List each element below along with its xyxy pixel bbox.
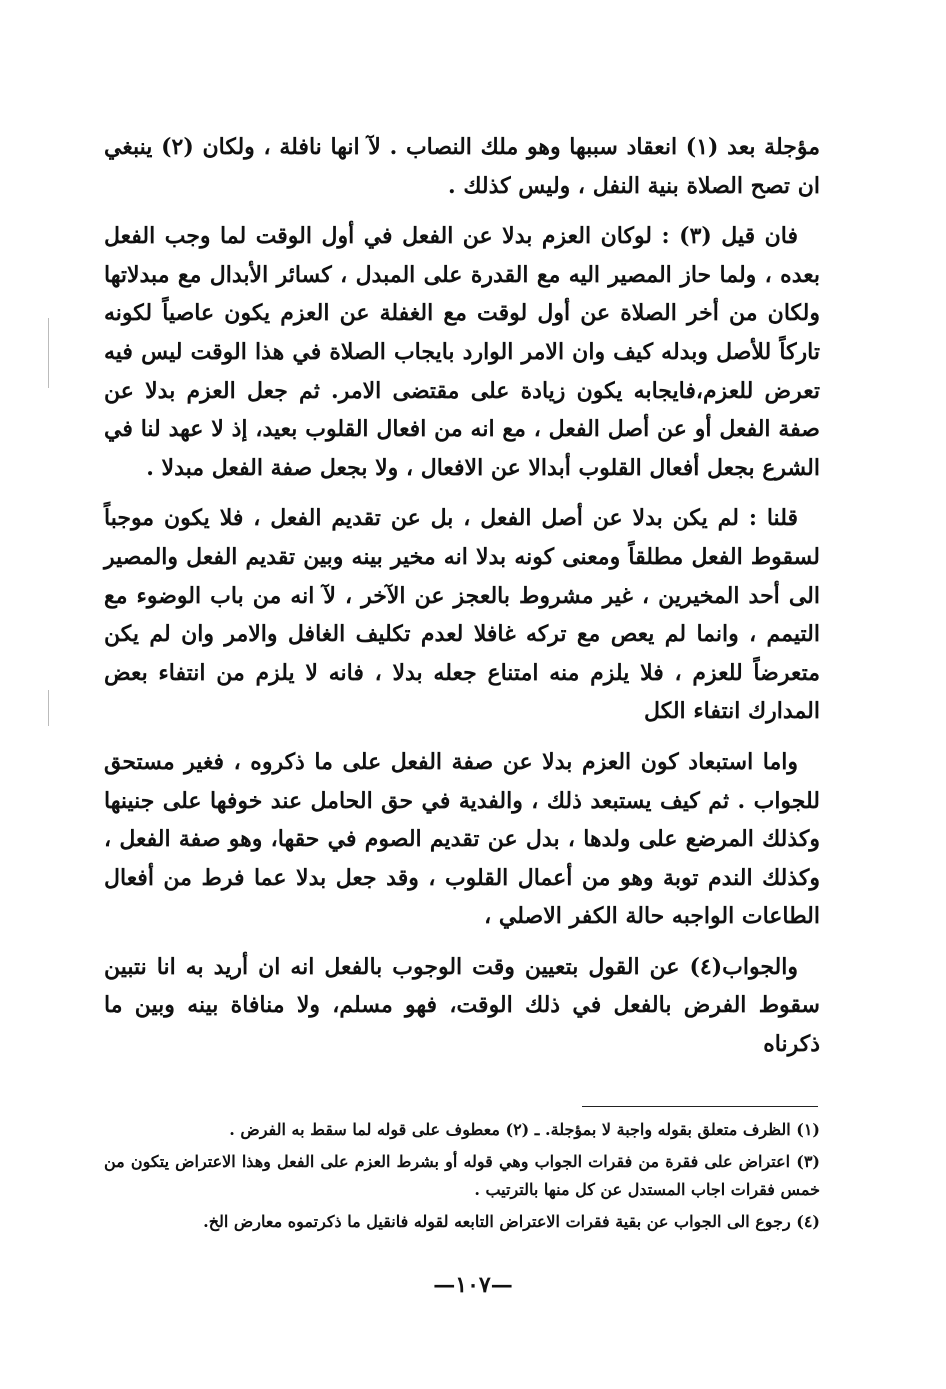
footnote-separator xyxy=(582,1106,818,1107)
page-number: —١٠٧— xyxy=(433,1272,513,1298)
paragraph: فان قيل (٣) : لوكان العزم بدلا عن الفعل في أول الوقت لما وجب الفعل بعده ، ولما حاز المصير اليه مع القدرة على المبدل ، كسائر الأبدال مع مبدلاتها ولكان من أخر الصلاة عن أول لوقت مع الغفلة عن العزم يكون عاصياً لكونه تاركاً للأصل وبدله كيف وان الامر الوارد بايجاب الصلاة في هذا الوقت ليس فيه تعرض للعزم،فايجابه يكون زيادة على مقتضى الامر. ثم جعل العزم بدلا عن صفة الفعل أو عن أصل الفعل ، مع انه من افعال القلوب بعيد، إذ لا عهد لنا في الشرع بجعل أفعال القلوب أبدالا عن الافعال ، ولا بجعل صفة الفعل مبدلا . xyxy=(104,223,820,481)
scan-margin-mark xyxy=(48,690,49,726)
footnote: (٤) رجوع الى الجواب عن بقية فقرات الاعتراض التابعه لقوله فانقيل ما ذكرتموه معارض الخ. xyxy=(203,1212,820,1231)
paragraph: مؤجلة بعد (١) انعقاد سببها وهو ملك النصاب . لآ انها نافلة ، ولكان (٢) ينبغي ان تصح الصلاة بنية النفل ، وليس كذلك . xyxy=(104,134,821,199)
paragraph: قلنا : لم يكن بدلا عن أصل الفعل ، بل عن تقديم الفعل ، فلا يكون موجباً لسقوط الفعل مطلقاً ومعنى كونه بدلا انه مخير بينه وبين تقديم الفعل والمصير الى أحد المخيرين ، غير مشروط بالعجز عن الآخر ، لآ انه من باب الوضوء مع التيمم ، وانما لم يعص مع تركه غافلا لعدم تكليف الغافل والامر وان لم يكن متعرضاً للعزم ، فلا يلزم منه امتناع جعله بدلا ، فانه لا يلزم من انتفاء بعض المدارك انتفاء الكل xyxy=(104,505,820,725)
footnote: (٣) اعتراض على فقرة من فقرات الجواب وهي قوله أو بشرط العزم على الفعل وهذا الاعتراض يتكون من خمس فقرات اجاب المستدل عن كل منها بالترتيب . xyxy=(104,1152,820,1199)
body-text xyxy=(104,128,820,1076)
footnote: (١) الظرف متعلق بقوله واجبة لا بمؤجلة. ـ (٢) معطوف على قوله لما سقط به الفرض . xyxy=(229,1120,820,1139)
paragraph: واما استبعاد كون العزم بدلا عن صفة الفعل على ما ذكروه ، فغير مستحق للجواب . ثم كيف يستبعد ذلك ، والفدية في حق الحامل عند خوفها على جنينها وكذلك المرضع على ولدها ، بدل عن تقديم الصوم في حقها، وهو صفة الفعل ، وكذلك الندم توبة وهو من أعمال القلوب ، وقد جعل بدلا عما فرط من أفعال الطاعات الواجبه حالة الكفر الاصلي ، xyxy=(104,748,820,930)
paragraph: والجواب(٤) عن القول بتعيين وقت الوجوب بالفعل انه ان أريد به انا نتبين سقوط الفرض بالفعل في ذلك الوقت، فهو مسلم، ولا منافاة بينه وبين ما ذكرناه xyxy=(104,953,820,1058)
footnotes xyxy=(104,1116,820,1240)
scan-margin-mark xyxy=(48,318,49,388)
